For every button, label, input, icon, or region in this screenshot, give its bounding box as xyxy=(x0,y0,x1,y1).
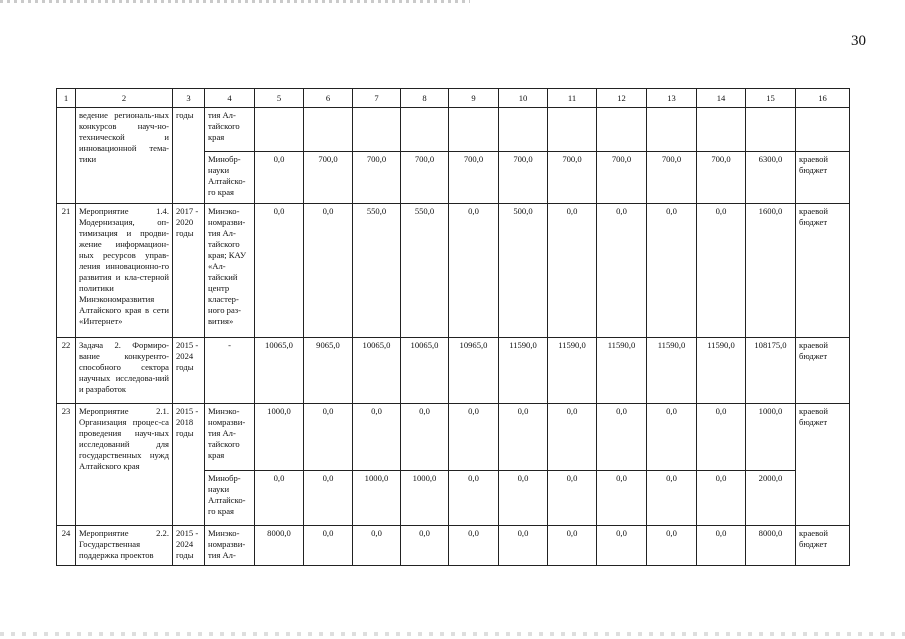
executor: Минобр-науки Алтайско-го края xyxy=(205,471,255,526)
value-cell: 108175,0 xyxy=(746,338,796,404)
measure-name: ведение региональ-ных конкурсов науч-но-технической и инновационной тема-тики xyxy=(76,108,173,204)
value-cell xyxy=(746,108,796,152)
value-cell: 0,0 xyxy=(304,204,353,338)
value-cell: 0,0 xyxy=(548,204,597,338)
column-number: 4 xyxy=(205,89,255,108)
value-cell: 0,0 xyxy=(647,526,697,566)
value-cell: 700,0 xyxy=(449,152,499,204)
executor: Минобр-науки Алтайско-го края xyxy=(205,152,255,204)
measure-period: 2017 - 2020 годы xyxy=(173,204,205,338)
value-cell xyxy=(304,108,353,152)
value-cell: 0,0 xyxy=(449,526,499,566)
value-cell: 0,0 xyxy=(304,471,353,526)
value-cell: 0,0 xyxy=(647,204,697,338)
table-row xyxy=(57,526,850,566)
value-cell: 700,0 xyxy=(548,152,597,204)
column-number: 16 xyxy=(796,89,850,108)
value-cell: 1000,0 xyxy=(401,471,449,526)
value-cell: 0,0 xyxy=(401,404,449,471)
value-cell: 550,0 xyxy=(401,204,449,338)
value-cell xyxy=(499,108,548,152)
value-cell: 0,0 xyxy=(353,526,401,566)
measure-period: годы xyxy=(173,108,205,204)
value-cell: 550,0 xyxy=(353,204,401,338)
value-cell: 700,0 xyxy=(499,152,548,204)
value-cell: 0,0 xyxy=(597,471,647,526)
column-number: 13 xyxy=(647,89,697,108)
funding-source: краевой бюджет xyxy=(796,526,850,566)
executor: тия Ал-тайского края xyxy=(205,108,255,152)
column-number: 2 xyxy=(76,89,173,108)
value-cell: 0,0 xyxy=(255,152,304,204)
value-cell: 8000,0 xyxy=(746,526,796,566)
table-row xyxy=(57,108,850,152)
value-cell: 0,0 xyxy=(697,526,746,566)
column-number-row xyxy=(57,89,850,108)
value-cell: 8000,0 xyxy=(255,526,304,566)
value-cell: 0,0 xyxy=(499,404,548,471)
value-cell: 1000,0 xyxy=(746,404,796,471)
value-cell: 0,0 xyxy=(647,404,697,471)
value-cell: 2000,0 xyxy=(746,471,796,526)
value-cell: 0,0 xyxy=(597,204,647,338)
value-cell: 700,0 xyxy=(647,152,697,204)
value-cell: 0,0 xyxy=(548,471,597,526)
measure-period: 2015 - 2024 годы xyxy=(173,526,205,566)
value-cell: 0,0 xyxy=(597,526,647,566)
value-cell: 1600,0 xyxy=(746,204,796,338)
value-cell: 9065,0 xyxy=(304,338,353,404)
value-cell: 0,0 xyxy=(548,404,597,471)
budget-table xyxy=(56,88,850,566)
value-cell: 0,0 xyxy=(353,404,401,471)
value-cell: 500,0 xyxy=(499,204,548,338)
value-cell: 10965,0 xyxy=(449,338,499,404)
value-cell: 700,0 xyxy=(401,152,449,204)
value-cell: 700,0 xyxy=(697,152,746,204)
value-cell: 11590,0 xyxy=(697,338,746,404)
value-cell: 0,0 xyxy=(697,204,746,338)
column-number: 7 xyxy=(353,89,401,108)
column-number: 8 xyxy=(401,89,449,108)
executor: Минэко-номразви-тия Ал-тайского края xyxy=(205,404,255,471)
value-cell: 11590,0 xyxy=(499,338,548,404)
value-cell: 10065,0 xyxy=(401,338,449,404)
scan-artifact-bottom xyxy=(0,632,905,636)
value-cell: 0,0 xyxy=(401,526,449,566)
value-cell xyxy=(548,108,597,152)
funding-source: краевой бюджет xyxy=(796,338,850,404)
value-cell xyxy=(449,108,499,152)
value-cell: 0,0 xyxy=(499,526,548,566)
value-cell: 11590,0 xyxy=(548,338,597,404)
column-number: 3 xyxy=(173,89,205,108)
value-cell: 0,0 xyxy=(304,404,353,471)
executor: - xyxy=(205,338,255,404)
value-cell: 0,0 xyxy=(449,404,499,471)
measure-period: 2015 - 2018 годы xyxy=(173,404,205,526)
row-number: 21 xyxy=(57,204,76,338)
value-cell: 0,0 xyxy=(697,471,746,526)
value-cell: 0,0 xyxy=(255,204,304,338)
executor: Минэко-номразви-тия Ал- xyxy=(205,526,255,566)
value-cell: 10065,0 xyxy=(255,338,304,404)
measure-name: Мероприятие 2.1. Организация процес-са проведения науч-ных исследований для государственных нужд Алтайского края xyxy=(76,404,173,526)
value-cell: 0,0 xyxy=(548,526,597,566)
funding-source: краевой бюджет xyxy=(796,404,850,526)
page-number: 30 xyxy=(851,33,866,49)
value-cell: 11590,0 xyxy=(647,338,697,404)
column-number: 5 xyxy=(255,89,304,108)
value-cell xyxy=(353,108,401,152)
value-cell: 0,0 xyxy=(697,404,746,471)
table-row xyxy=(57,338,850,404)
value-cell: 700,0 xyxy=(597,152,647,204)
value-cell xyxy=(597,108,647,152)
column-number: 12 xyxy=(597,89,647,108)
value-cell xyxy=(401,108,449,152)
value-cell: 0,0 xyxy=(499,471,548,526)
value-cell: 0,0 xyxy=(449,204,499,338)
value-cell: 0,0 xyxy=(449,471,499,526)
executor: Минэко-номразви-тия Ал-тайского края; КАУ «Ал-тайский центр кластер-ного раз-вития» xyxy=(205,204,255,338)
value-cell xyxy=(647,108,697,152)
value-cell: 1000,0 xyxy=(255,404,304,471)
column-number: 9 xyxy=(449,89,499,108)
value-cell: 700,0 xyxy=(353,152,401,204)
funding-source: краевой бюджет xyxy=(796,152,850,204)
table-row xyxy=(57,204,850,338)
column-number: 10 xyxy=(499,89,548,108)
row-number xyxy=(57,108,76,204)
column-number: 1 xyxy=(57,89,76,108)
measure-name: Мероприятие 2.2. Государственная поддержка проектов xyxy=(76,526,173,566)
column-number: 6 xyxy=(304,89,353,108)
value-cell: 0,0 xyxy=(597,404,647,471)
column-number: 14 xyxy=(697,89,746,108)
measure-period: 2015 - 2024 годы xyxy=(173,338,205,404)
table-row xyxy=(57,404,850,471)
scan-artifact-top xyxy=(0,0,470,3)
value-cell: 10065,0 xyxy=(353,338,401,404)
row-number: 24 xyxy=(57,526,76,566)
funding-source: краевой бюджет xyxy=(796,204,850,338)
value-cell xyxy=(697,108,746,152)
value-cell: 1000,0 xyxy=(353,471,401,526)
value-cell: 0,0 xyxy=(255,471,304,526)
measure-name: Задача 2. Формиро-вание конкуренто-способного сектора научных исследова-ний и разработок xyxy=(76,338,173,404)
column-number: 11 xyxy=(548,89,597,108)
measure-name: Мероприятие 1.4. Модернизация, оп-тимизация и продви-жение информацион-ных ресурсов управ-ления инновационно-го развития и кла-стерной политики Минэкономразвития Алтайского края в сети «Интернет» xyxy=(76,204,173,338)
value-cell: 0,0 xyxy=(647,471,697,526)
funding-source xyxy=(796,108,850,152)
value-cell: 0,0 xyxy=(304,526,353,566)
value-cell xyxy=(255,108,304,152)
value-cell: 6300,0 xyxy=(746,152,796,204)
row-number: 22 xyxy=(57,338,76,404)
column-number: 15 xyxy=(746,89,796,108)
row-number: 23 xyxy=(57,404,76,526)
value-cell: 700,0 xyxy=(304,152,353,204)
value-cell: 11590,0 xyxy=(597,338,647,404)
